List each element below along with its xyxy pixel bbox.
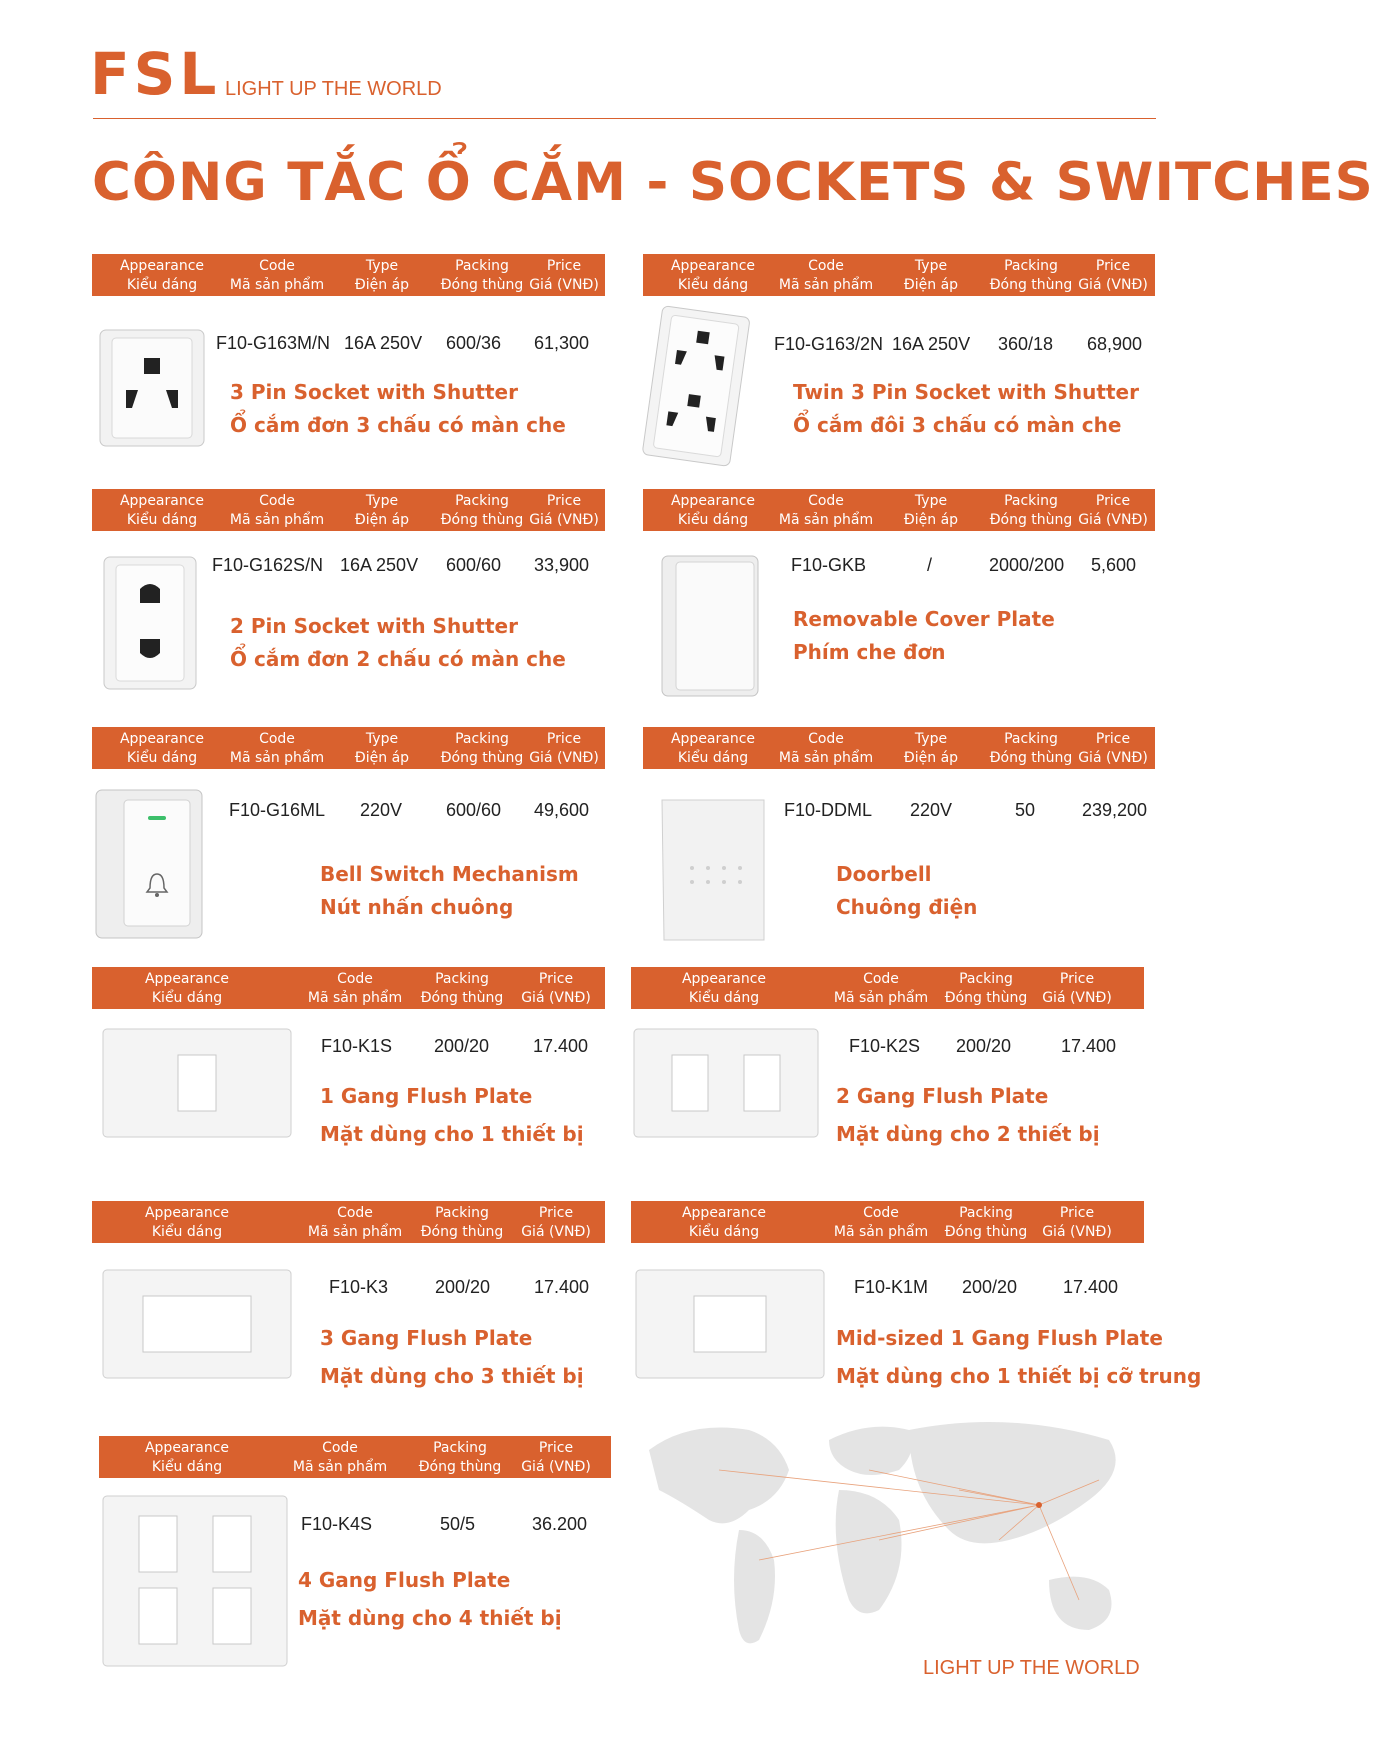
product-code: F10-K4S — [301, 1514, 373, 1534]
socket-3pin-image — [98, 328, 206, 448]
table-header — [631, 1201, 1144, 1243]
header-appearance: Appearance — [670, 731, 756, 747]
table-header — [99, 1436, 611, 1478]
product-name-vi: Chuông điện — [836, 895, 978, 919]
flush-plate-mid-1gang-image — [634, 1268, 826, 1380]
product-price: 17.400 — [1061, 1036, 1117, 1056]
product-price: 239,200 — [1082, 800, 1148, 820]
header-appearance: Appearance — [681, 1205, 767, 1221]
header-packing: Packing — [455, 493, 509, 509]
header-price-vi: Giá (VNĐ) — [1078, 512, 1148, 528]
header-type: Type — [914, 731, 948, 747]
flush-plate-2gang-image — [632, 1027, 820, 1139]
header-type: Type — [365, 731, 399, 747]
product-packing: 360/18 — [998, 334, 1054, 354]
header-appearance: Appearance — [119, 493, 205, 509]
header-code-vi: Mã sản phẩm — [778, 750, 874, 766]
header-price-vi: Giá (VNĐ) — [1078, 750, 1148, 766]
product-name-vi: Mặt dùng cho 2 thiết bị — [836, 1122, 1100, 1146]
product-description — [320, 1084, 584, 1155]
product-name-en: Removable Cover Plate — [793, 607, 1055, 631]
product-price: 17.400 — [533, 1036, 589, 1056]
brand-tagline: LIGHT UP THE WORLD — [225, 78, 442, 100]
product-description — [836, 862, 977, 928]
header-code: Code — [259, 258, 295, 274]
header-appearance-vi: Kiểu dáng — [126, 512, 198, 528]
header-appearance-vi: Kiểu dáng — [151, 1224, 223, 1240]
header-packing-vi: Đóng thùng — [418, 1459, 502, 1475]
header-price: Price — [538, 1205, 574, 1221]
header-appearance-vi: Kiểu dáng — [677, 512, 749, 528]
header-appearance-vi: Kiểu dáng — [151, 1459, 223, 1475]
header-type: Type — [365, 493, 399, 509]
header-code-vi: Mã sản phẩm — [229, 277, 325, 293]
header-price: Price — [538, 971, 574, 987]
product-type: 16A 250V — [892, 334, 971, 354]
flush-plate-1gang-image — [101, 1027, 293, 1139]
header-appearance: Appearance — [144, 971, 230, 987]
product-name-en: 3 Gang Flush Plate — [320, 1326, 533, 1350]
header-price: Price — [1095, 731, 1131, 747]
flush-plate-4gang-image — [101, 1494, 289, 1668]
header-type: Type — [914, 493, 948, 509]
product-name-vi: Phím che đơn — [793, 640, 946, 664]
header-divider — [93, 118, 1156, 119]
product-name-vi: Ổ cắm đôi 3 chấu có màn che — [793, 413, 1122, 437]
product-code: F10-G163/2N — [774, 334, 884, 354]
product-price: 5,600 — [1091, 555, 1137, 575]
header-price-vi: Giá (VNĐ) — [521, 1459, 591, 1475]
product-description — [836, 1084, 1100, 1155]
product-name-en: Bell Switch Mechanism — [320, 862, 579, 886]
header-price: Price — [1095, 258, 1131, 274]
world-map-graphic — [628, 1410, 1150, 1670]
product-name-vi: Mặt dùng cho 1 thiết bị — [320, 1122, 584, 1146]
header-code: Code — [808, 731, 844, 747]
product-description — [298, 1568, 562, 1639]
product-name-vi: Nút nhấn chuông — [320, 895, 514, 919]
fsl-logo: FSL — [90, 40, 221, 108]
header-appearance: Appearance — [670, 493, 756, 509]
header-type-vi: Điện áp — [354, 277, 410, 293]
header-code-vi: Mã sản phẩm — [833, 990, 929, 1006]
table-header — [643, 489, 1155, 531]
header-price-vi: Giá (VNĐ) — [1042, 1224, 1112, 1240]
header-price: Price — [1059, 971, 1095, 987]
header-appearance-vi: Kiểu dáng — [677, 277, 749, 293]
product-name-en: 1 Gang Flush Plate — [320, 1084, 533, 1108]
header-price-vi: Giá (VNĐ) — [529, 750, 599, 766]
page-title: CÔNG TẮC Ổ CẮM - SOCKETS & SWITCHES — [92, 152, 1374, 213]
header-appearance-vi: Kiểu dáng — [688, 1224, 760, 1240]
header-packing: Packing — [455, 258, 509, 274]
header-packing-vi: Đóng thùng — [989, 750, 1073, 766]
header-code: Code — [808, 493, 844, 509]
header-packing-vi: Đóng thùng — [944, 1224, 1028, 1240]
header-packing: Packing — [455, 731, 509, 747]
header-packing-vi: Đóng thùng — [420, 1224, 504, 1240]
product-name-vi: Mặt dùng cho 1 thiết bị cỡ trung — [836, 1364, 1202, 1388]
header-packing: Packing — [959, 971, 1013, 987]
header-price-vi: Giá (VNĐ) — [521, 990, 591, 1006]
product-packing: 600/60 — [446, 555, 502, 575]
header-price: Price — [546, 493, 582, 509]
table-header — [92, 254, 605, 296]
header-type: Type — [914, 258, 948, 274]
product-price: 68,900 — [1087, 334, 1143, 354]
table-header — [643, 254, 1155, 296]
product-code: F10-GKB — [791, 555, 867, 575]
doorbell-image — [656, 796, 770, 946]
table-header — [92, 967, 605, 1009]
header-packing: Packing — [435, 971, 489, 987]
header-appearance: Appearance — [681, 971, 767, 987]
product-name-en: Twin 3 Pin Socket with Shutter — [793, 380, 1139, 404]
header-appearance: Appearance — [144, 1205, 230, 1221]
product-price: 33,900 — [534, 555, 590, 575]
bell-switch-image — [92, 786, 206, 942]
product-packing: 200/20 — [434, 1036, 490, 1056]
header-appearance-vi: Kiểu dáng — [126, 277, 198, 293]
product-packing: 200/20 — [956, 1036, 1012, 1056]
header-packing: Packing — [1004, 493, 1058, 509]
header-code-vi: Mã sản phẩm — [778, 277, 874, 293]
product-name-vi: Mặt dùng cho 4 thiết bị — [298, 1606, 562, 1630]
header-price-vi: Giá (VNĐ) — [521, 1224, 591, 1240]
header-packing-vi: Đóng thùng — [944, 990, 1028, 1006]
header-price-vi: Giá (VNĐ) — [529, 277, 599, 293]
header-type-vi: Điện áp — [903, 750, 959, 766]
socket-2pin-image — [100, 553, 200, 693]
header-code: Code — [337, 971, 373, 987]
product-description — [793, 607, 1055, 673]
header-packing-vi: Đóng thùng — [989, 277, 1073, 293]
header-appearance-vi: Kiểu dáng — [677, 750, 749, 766]
header-packing-vi: Đóng thùng — [440, 512, 524, 528]
product-name-vi: Ổ cắm đơn 2 chấu có màn che — [230, 647, 566, 671]
cover-plate-image — [656, 552, 766, 702]
header-code: Code — [259, 493, 295, 509]
header-appearance: Appearance — [670, 258, 756, 274]
product-packing: 200/20 — [962, 1277, 1018, 1297]
header-appearance-vi: Kiểu dáng — [151, 990, 223, 1006]
header-price: Price — [546, 731, 582, 747]
table-header — [92, 1201, 605, 1243]
header-type-vi: Điện áp — [903, 512, 959, 528]
product-price: 17.400 — [534, 1277, 590, 1297]
header-price-vi: Giá (VNĐ) — [529, 512, 599, 528]
product-name-vi: Ổ cắm đơn 3 chấu có màn che — [230, 413, 566, 437]
product-price: 17.400 — [1063, 1277, 1119, 1297]
table-header — [92, 727, 605, 769]
product-name-en: 4 Gang Flush Plate — [298, 1568, 511, 1592]
product-packing: 50/5 — [440, 1514, 476, 1534]
product-packing: 50 — [1015, 800, 1036, 820]
product-name-en: Doorbell — [836, 862, 932, 886]
product-code: F10-K1S — [321, 1036, 393, 1056]
product-name-en: 3 Pin Socket with Shutter — [230, 380, 518, 404]
product-name-en: Mid-sized 1 Gang Flush Plate — [836, 1326, 1163, 1350]
table-header — [92, 489, 605, 531]
header-code-vi: Mã sản phẩm — [778, 512, 874, 528]
product-code: F10-K2S — [849, 1036, 921, 1056]
header-packing: Packing — [1004, 731, 1058, 747]
header-appearance: Appearance — [119, 258, 205, 274]
flush-plate-3gang-image — [101, 1268, 293, 1380]
footer-tagline: LIGHT UP THE WORLD — [923, 1657, 1140, 1679]
header-code-vi: Mã sản phẩm — [229, 750, 325, 766]
product-type: / — [927, 555, 933, 575]
table-header — [631, 967, 1144, 1009]
header-code: Code — [808, 258, 844, 274]
product-code: F10-K1M — [854, 1277, 929, 1297]
product-description — [793, 380, 1139, 446]
header-appearance-vi: Kiểu dáng — [126, 750, 198, 766]
product-type: 16A 250V — [344, 333, 423, 353]
header-packing: Packing — [433, 1440, 487, 1456]
header-code-vi: Mã sản phẩm — [307, 1224, 403, 1240]
header-price-vi: Giá (VNĐ) — [1078, 277, 1148, 293]
header-appearance: Appearance — [144, 1440, 230, 1456]
table-header — [643, 727, 1155, 769]
product-packing: 200/20 — [435, 1277, 491, 1297]
header-code: Code — [863, 971, 899, 987]
header-packing: Packing — [1004, 258, 1058, 274]
product-packing: 2000/200 — [989, 555, 1065, 575]
header-price: Price — [1095, 493, 1131, 509]
product-description — [320, 862, 579, 928]
header-code-vi: Mã sản phẩm — [833, 1224, 929, 1240]
header-code-vi: Mã sản phẩm — [307, 990, 403, 1006]
header-packing: Packing — [959, 1205, 1013, 1221]
header-appearance-vi: Kiểu dáng — [688, 990, 760, 1006]
product-type: 220V — [360, 800, 403, 820]
twin-socket-image — [636, 305, 756, 470]
header-type-vi: Điện áp — [354, 512, 410, 528]
header-code-vi: Mã sản phẩm — [229, 512, 325, 528]
header-code: Code — [259, 731, 295, 747]
header-packing-vi: Đóng thùng — [440, 750, 524, 766]
product-code: F10-K3 — [329, 1277, 389, 1297]
header-type-vi: Điện áp — [354, 750, 410, 766]
header-type: Type — [365, 258, 399, 274]
product-code: F10-DDML — [784, 800, 873, 820]
product-price: 36.200 — [532, 1514, 588, 1534]
header-packing-vi: Đóng thùng — [420, 990, 504, 1006]
product-packing: 600/36 — [446, 333, 502, 353]
product-code: F10-G163M/N — [216, 333, 331, 353]
header-packing-vi: Đóng thùng — [440, 277, 524, 293]
product-name-en: 2 Gang Flush Plate — [836, 1084, 1049, 1108]
header-price-vi: Giá (VNĐ) — [1042, 990, 1112, 1006]
product-description — [836, 1326, 1201, 1397]
product-description — [320, 1326, 584, 1397]
header-price: Price — [1059, 1205, 1095, 1221]
header-packing: Packing — [435, 1205, 489, 1221]
header-code: Code — [863, 1205, 899, 1221]
header-code-vi: Mã sản phẩm — [292, 1459, 388, 1475]
header-code: Code — [337, 1205, 373, 1221]
product-description — [230, 614, 566, 680]
header-appearance: Appearance — [119, 731, 205, 747]
product-packing: 600/60 — [446, 800, 502, 820]
product-name-vi: Mặt dùng cho 3 thiết bị — [320, 1364, 584, 1388]
product-code: F10-G162S/N — [212, 555, 324, 575]
header-price: Price — [538, 1440, 574, 1456]
product-code: F10-G16ML — [229, 800, 326, 820]
product-price: 49,600 — [534, 800, 590, 820]
header-packing-vi: Đóng thùng — [989, 512, 1073, 528]
product-type: 16A 250V — [340, 555, 419, 575]
product-type: 220V — [910, 800, 953, 820]
header-type-vi: Điện áp — [903, 277, 959, 293]
product-description — [230, 380, 566, 446]
header-price: Price — [546, 258, 582, 274]
product-name-en: 2 Pin Socket with Shutter — [230, 614, 518, 638]
product-price: 61,300 — [534, 333, 590, 353]
header-code: Code — [322, 1440, 358, 1456]
